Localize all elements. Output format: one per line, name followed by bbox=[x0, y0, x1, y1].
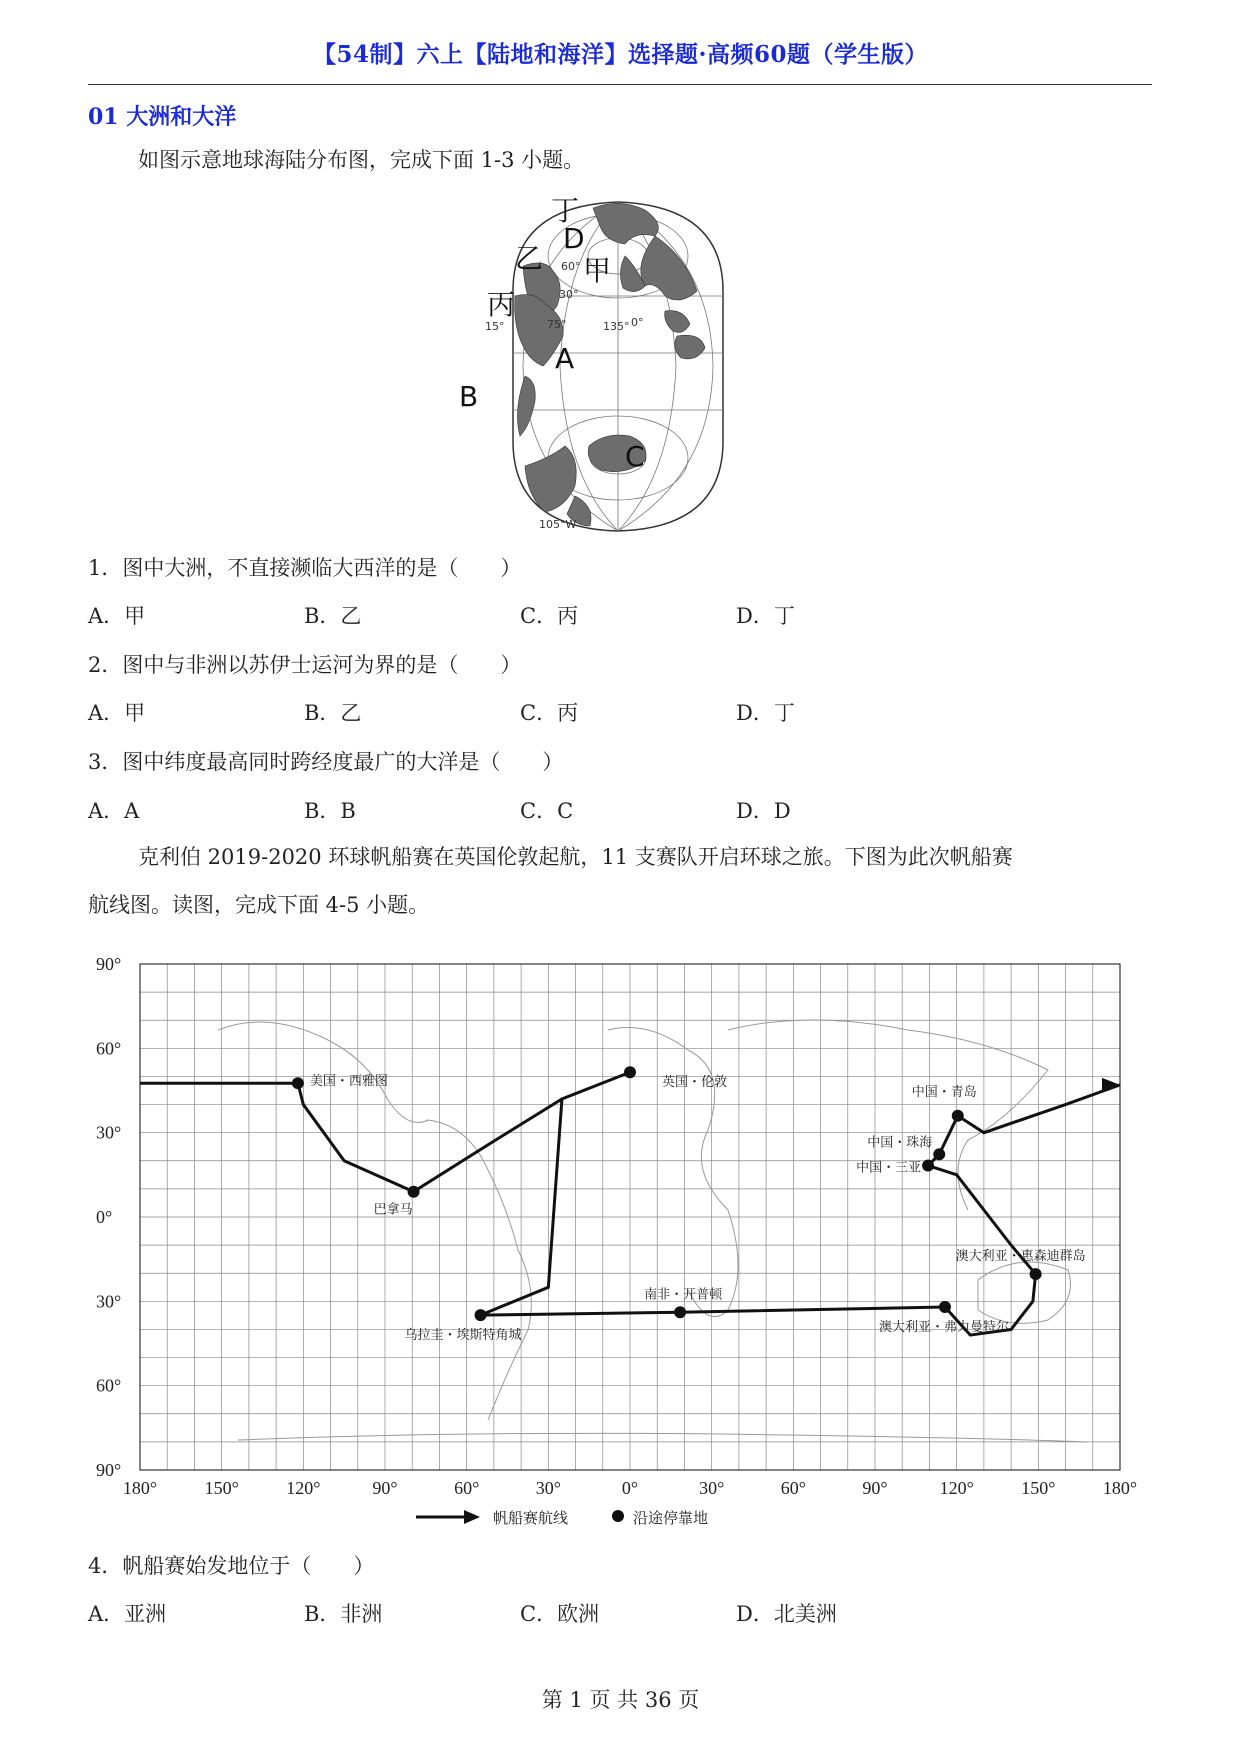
q1-option-d[interactable]: D．丁 bbox=[736, 604, 795, 628]
q2-option-b[interactable]: B．乙 bbox=[304, 701, 362, 725]
globe-tick-60: 60° bbox=[561, 260, 581, 273]
lat-tick-label: 30° bbox=[96, 1291, 122, 1312]
question-1-stem: 1．图中大洲，不直接濒临大西洋的是（ ） bbox=[88, 556, 522, 580]
intro-paragraph-1: 如图示意地球海陆分布图，完成下面 1-3 小题。 bbox=[138, 148, 585, 172]
q4-option-d[interactable]: D．北美洲 bbox=[736, 1602, 837, 1626]
q1-option-a[interactable]: A．甲 bbox=[88, 604, 146, 628]
globe-label-bing: 丙 bbox=[487, 288, 516, 321]
stop-label-whitsunday: 澳大利亚・惠森迪群岛 bbox=[955, 1249, 1086, 1265]
stop-label-seattle: 美国・西雅图 bbox=[309, 1074, 388, 1090]
q4-option-a[interactable]: A．亚洲 bbox=[88, 1602, 167, 1626]
lon-tick-label: 150° bbox=[1021, 1478, 1056, 1498]
stop-label-capetown: 南非・开普顿 bbox=[644, 1287, 723, 1303]
stop-label-panama: 巴拿马 bbox=[373, 1202, 413, 1218]
q2-option-c[interactable]: C．丙 bbox=[520, 701, 579, 725]
lon-tick-label: 60° bbox=[780, 1478, 806, 1498]
stop-marker-london bbox=[624, 1066, 636, 1078]
lon-tick-label: 0° bbox=[621, 1478, 639, 1498]
stop-label-punta: 乌拉圭・埃斯特角城 bbox=[404, 1328, 522, 1344]
q2-option-a[interactable]: A．甲 bbox=[88, 701, 146, 725]
page-footer: 第 1 页 共 36 页 bbox=[541, 1688, 700, 1712]
q4-option-b[interactable]: B．非洲 bbox=[304, 1602, 383, 1626]
intro-paragraph-2-line1: 克利伯 2019-2020 环球帆船赛在英国伦敦起航，11 支赛队开启环球之旅。下图为此次帆船赛 bbox=[138, 845, 1013, 869]
question-4-stem: 4．帆船赛始发地位于（ ） bbox=[88, 1554, 375, 1578]
globe-label-D: D bbox=[563, 222, 585, 255]
q3-option-d[interactable]: D．D bbox=[736, 799, 791, 823]
lat-tick-label: 30° bbox=[96, 1122, 122, 1143]
lon-tick-label: 180° bbox=[1102, 1478, 1138, 1498]
stop-marker-whitsunday bbox=[1030, 1268, 1042, 1280]
globe-label-ding: 丁 bbox=[551, 194, 580, 227]
globe-tick-105w: 105°W bbox=[539, 518, 577, 531]
q4-option-c[interactable]: C．欧洲 bbox=[520, 1602, 600, 1626]
stop-marker-fremantle bbox=[939, 1301, 951, 1313]
stop-marker-seattle bbox=[292, 1077, 304, 1089]
globe-label-C: C bbox=[625, 440, 645, 473]
sailing-route-map bbox=[88, 950, 1158, 1540]
stop-marker-capetown bbox=[674, 1306, 686, 1318]
route-arrow-head bbox=[1102, 1078, 1120, 1092]
lon-tick-label: 30° bbox=[535, 1478, 561, 1498]
lat-tick-label: 0° bbox=[96, 1207, 113, 1227]
lon-tick-label: 150° bbox=[204, 1478, 239, 1498]
lon-tick-label: 60° bbox=[454, 1478, 480, 1498]
lon-tick-label: 120° bbox=[286, 1478, 321, 1498]
question-2-stem: 2．图中与非洲以苏伊士运河为界的是（ ） bbox=[88, 653, 522, 677]
globe-tick-135: 135° bbox=[603, 320, 630, 333]
stop-label-london: 英国・伦敦 bbox=[662, 1075, 728, 1091]
globe-tick-30: 30° bbox=[559, 288, 579, 301]
stop-label-qingdao: 中国・青岛 bbox=[911, 1084, 977, 1100]
globe-label-jia: 甲 bbox=[583, 254, 612, 287]
lon-tick-label: 90° bbox=[862, 1478, 888, 1498]
q3-option-b[interactable]: B．B bbox=[304, 799, 356, 823]
globe-map-figure bbox=[459, 194, 731, 536]
stop-label-zhuhai: 中国・珠海 bbox=[867, 1135, 933, 1151]
lon-tick-label: 90° bbox=[372, 1478, 398, 1498]
lat-tick-label: 60° bbox=[96, 1038, 122, 1059]
stop-marker-punta bbox=[475, 1309, 487, 1321]
q1-option-c[interactable]: C．丙 bbox=[520, 604, 579, 628]
legend-stop-label: 沿途停靠地 bbox=[633, 1509, 709, 1527]
header-divider bbox=[88, 84, 1152, 85]
stop-marker-zhuhai bbox=[933, 1148, 945, 1160]
q2-option-d[interactable]: D．丁 bbox=[736, 701, 795, 725]
q1-option-b[interactable]: B．乙 bbox=[304, 604, 362, 628]
intro-paragraph-2-line2: 航线图。读图，完成下面 4-5 小题。 bbox=[88, 893, 430, 917]
page-header-title: 【54制】六上【陆地和海洋】选择题·高频60题（学生版） bbox=[312, 41, 929, 68]
globe-label-A: A bbox=[555, 342, 575, 375]
q3-option-c[interactable]: C．C bbox=[520, 799, 574, 823]
stop-marker-panama bbox=[408, 1186, 420, 1198]
lon-tick-label: 120° bbox=[939, 1478, 974, 1498]
globe-label-B: B bbox=[459, 380, 479, 413]
legend-route-label: 帆船赛航线 bbox=[493, 1509, 569, 1527]
globe-tick-15: 15° bbox=[485, 320, 505, 333]
question-3-stem: 3．图中纬度最高同时跨经度最广的大洋是（ ） bbox=[88, 750, 564, 774]
lat-tick-label: 90° bbox=[96, 954, 122, 974]
globe-tick-0: 0° bbox=[631, 316, 644, 329]
lon-tick-label: 180° bbox=[122, 1478, 158, 1498]
lon-tick-label: 30° bbox=[699, 1478, 725, 1498]
stop-marker-sanya bbox=[922, 1160, 934, 1172]
map-legend bbox=[416, 1509, 708, 1527]
q3-option-a[interactable]: A．A bbox=[88, 799, 140, 823]
section-title: 01 大洲和大洋 bbox=[88, 104, 237, 130]
stop-label-sanya: 中国・三亚 bbox=[856, 1160, 922, 1176]
stop-marker-qingdao bbox=[952, 1110, 964, 1122]
stop-label-fremantle: 澳大利亚・弗力曼特尔 bbox=[878, 1319, 1009, 1335]
globe-label-yi: 乙 bbox=[515, 242, 544, 275]
globe-tick-75: 75° bbox=[547, 318, 567, 331]
lat-tick-label: 60° bbox=[96, 1375, 122, 1396]
lat-tick-label: 90° bbox=[96, 1460, 122, 1480]
